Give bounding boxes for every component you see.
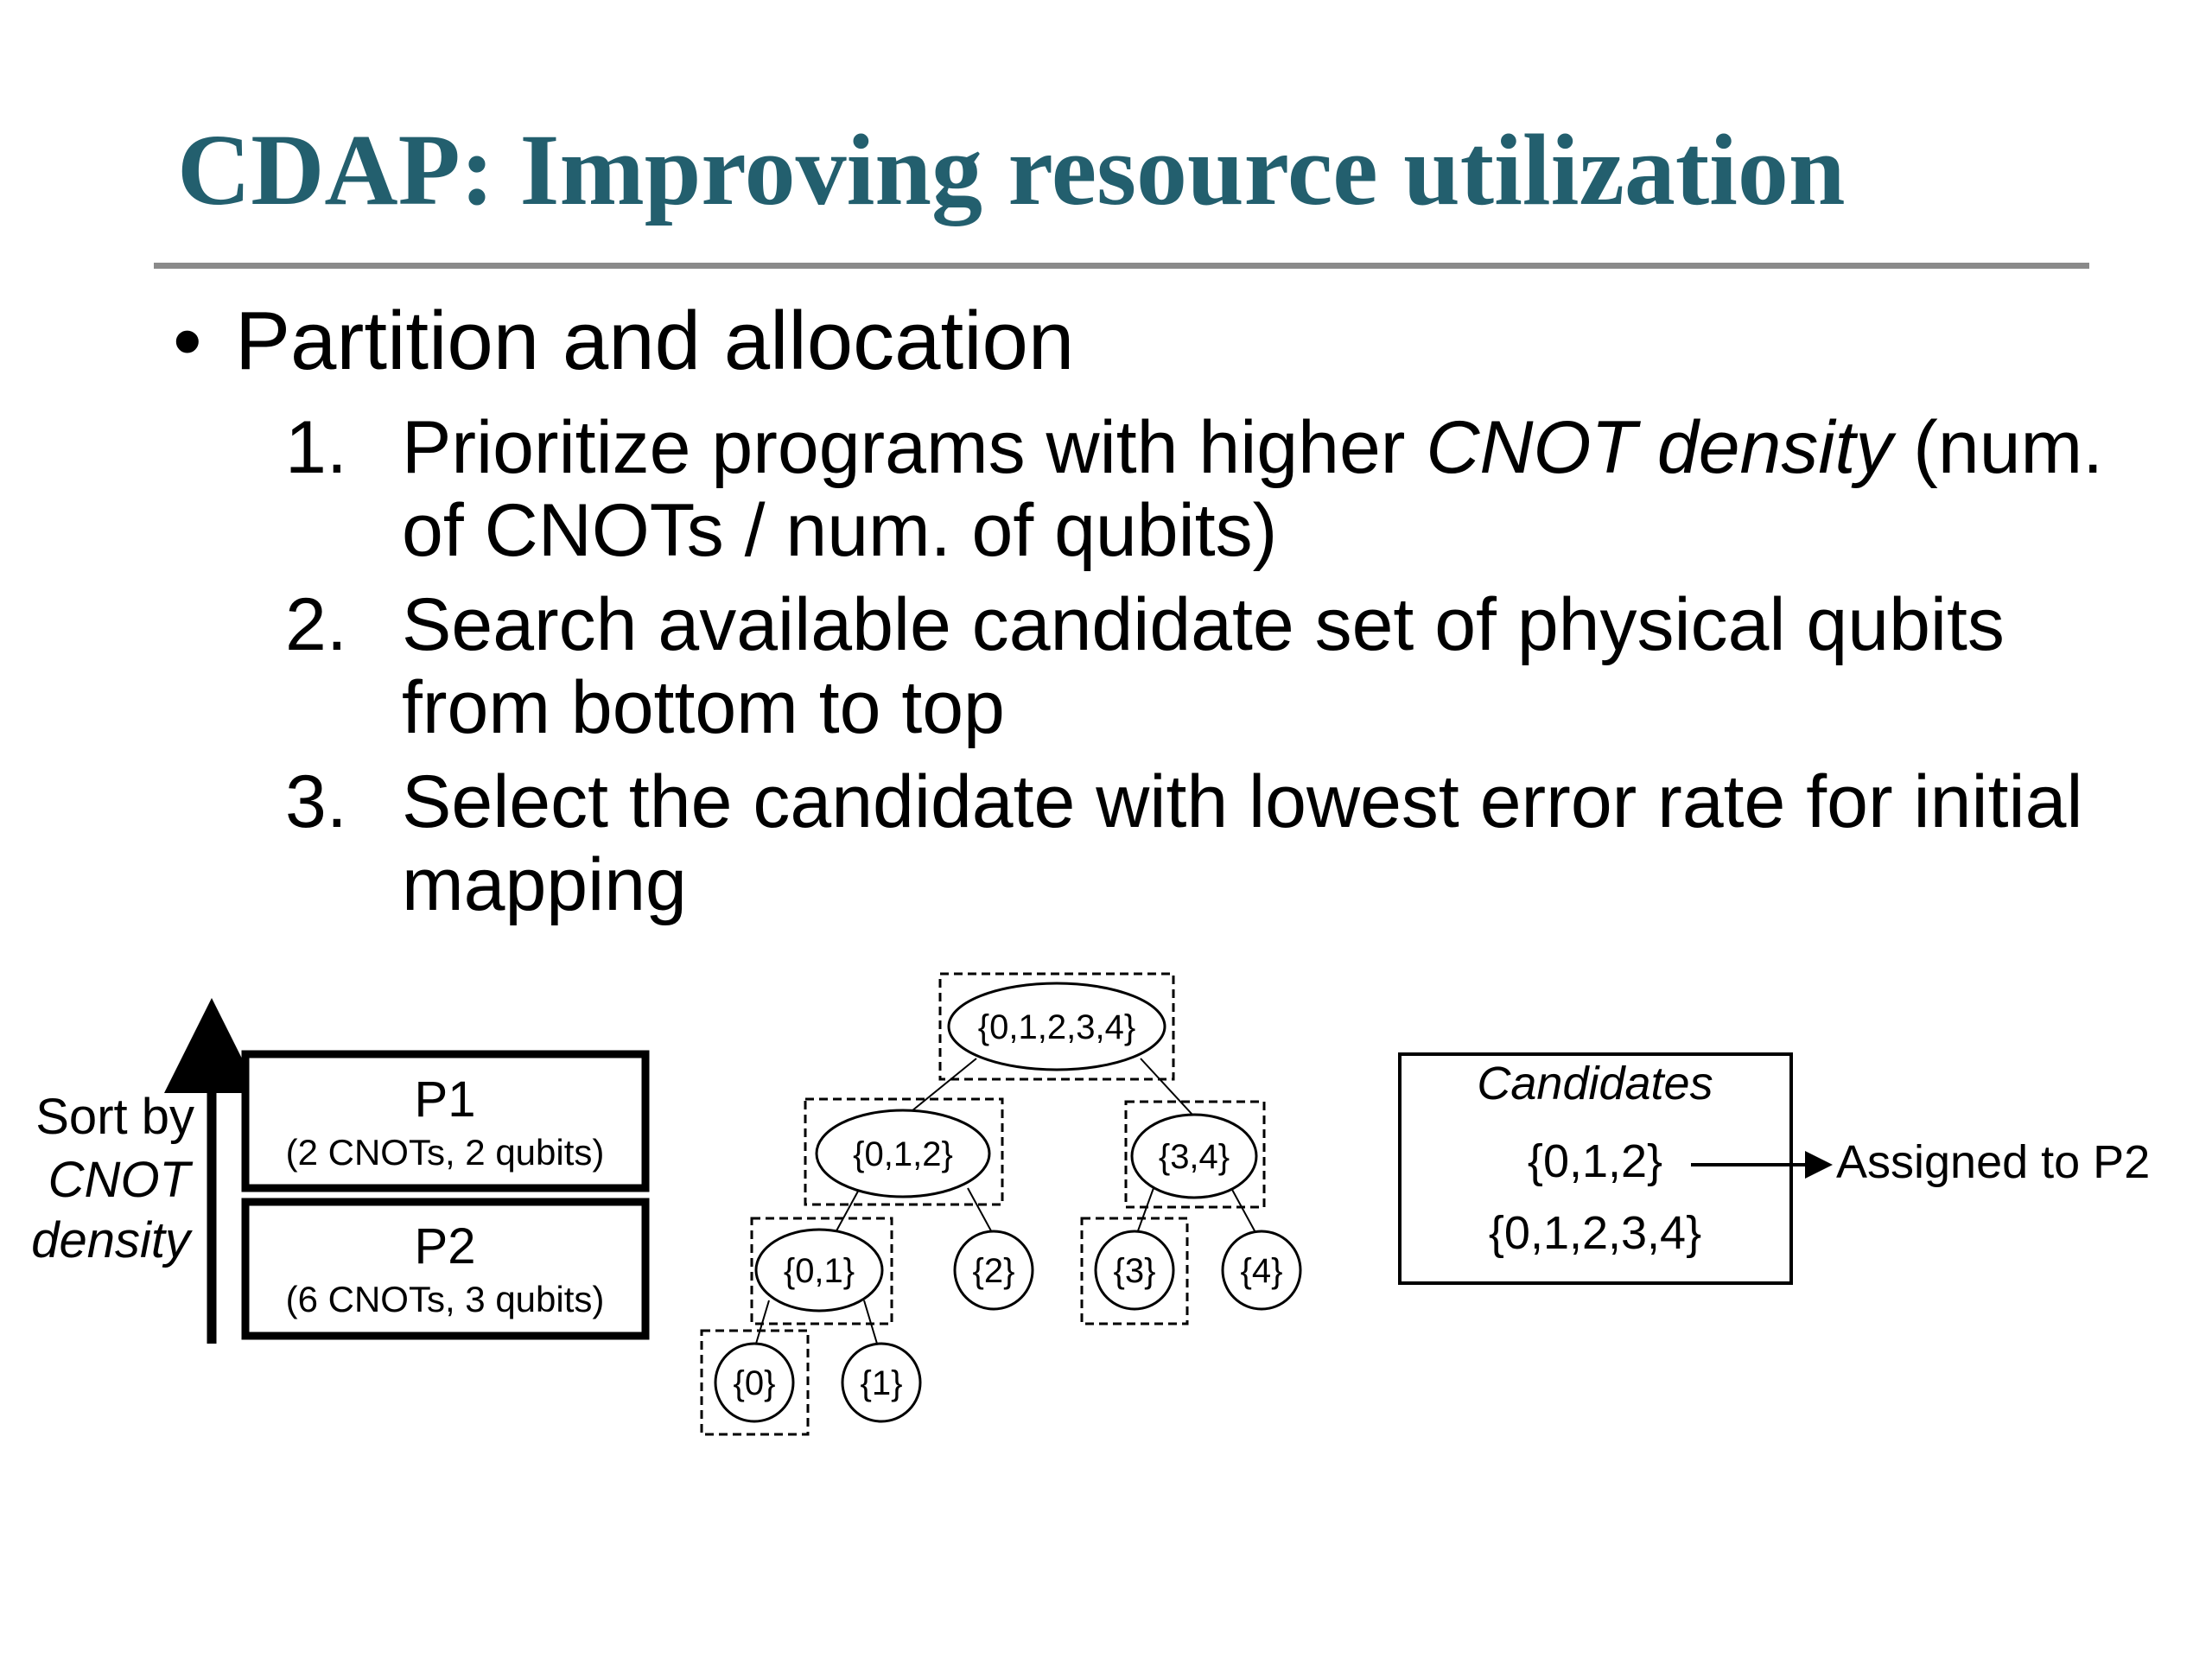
program-name: P2 (414, 1218, 476, 1274)
tree-node-label: {0,1,2} (853, 1135, 953, 1173)
tree-node-34 (1132, 1115, 1256, 1198)
step-text: Prioritize programs with higher (402, 406, 1427, 489)
program-detail: (6 CNOTs, 3 qubits) (285, 1279, 605, 1319)
program-detail: (2 CNOTs, 2 qubits) (285, 1132, 605, 1173)
tree-node-label: {2} (972, 1252, 1015, 1290)
tree-node-label: {1} (860, 1364, 903, 1402)
step-text-after: (num. of CNOTs / num. of qubits) (402, 406, 2104, 572)
sort-label-line1: Sort by (35, 1089, 194, 1145)
step-text: Search available candidate set of physical qubits from bottom to top (402, 583, 2005, 749)
step-number: 2. (285, 583, 347, 666)
sort-panel (31, 1046, 645, 1344)
step-text: Select the candidate with lowest error rate for initial mapping (402, 760, 2083, 926)
partition-tree (702, 974, 1300, 1434)
assignment-label: Assigned to P2 (1836, 1136, 2151, 1188)
tree-edge (756, 1300, 769, 1344)
tree-edge (968, 1188, 994, 1236)
bullet-dot-icon: • (173, 295, 202, 387)
tree-node-label: {3,4} (1158, 1138, 1230, 1176)
slide-title: CDAP: Improving resource utilization (177, 113, 1846, 226)
sort-label-line2: CNOT (48, 1152, 190, 1208)
tree-edge (834, 1188, 860, 1236)
tree-node-label: {3} (1113, 1252, 1156, 1290)
tree-node-3 (1096, 1231, 1173, 1309)
tree-node-1 (842, 1344, 920, 1421)
step-emphasis: CNOT density (1426, 406, 1893, 489)
candidate-item: {0,1,2,3,4} (1488, 1207, 1702, 1259)
step-number: 1. (285, 406, 347, 489)
tree-edge (907, 1058, 976, 1115)
tree-node-root (949, 983, 1165, 1070)
tree-node-label: {0,1,2,3,4} (977, 1008, 1136, 1046)
tree-node-label: {0} (733, 1364, 776, 1402)
program-box-p2 (245, 1202, 645, 1336)
tree-edge (864, 1300, 877, 1344)
tree-node-label: {4} (1240, 1252, 1283, 1290)
tree-node-label: {0,1} (783, 1252, 855, 1290)
tree-node-012 (817, 1110, 989, 1197)
tree-node-0 (715, 1344, 793, 1421)
candidate-item: {0,1,2} (1527, 1135, 1663, 1187)
main-bullet-text: Partition and allocation (235, 295, 1075, 387)
program-name: P1 (414, 1071, 476, 1128)
candidates-panel (1400, 1054, 2150, 1283)
sort-label-line3: density (31, 1212, 190, 1268)
tree-node-2 (955, 1231, 1033, 1309)
step-number: 3. (285, 760, 347, 843)
tree-node-4 (1223, 1231, 1300, 1309)
tree-edge (1231, 1188, 1257, 1236)
tree-edge (1136, 1188, 1154, 1236)
candidates-title: Candidates (1477, 1058, 1713, 1109)
program-box-p1 (245, 1054, 645, 1188)
tree-edge (1141, 1058, 1192, 1115)
tree-node-01 (756, 1230, 882, 1311)
